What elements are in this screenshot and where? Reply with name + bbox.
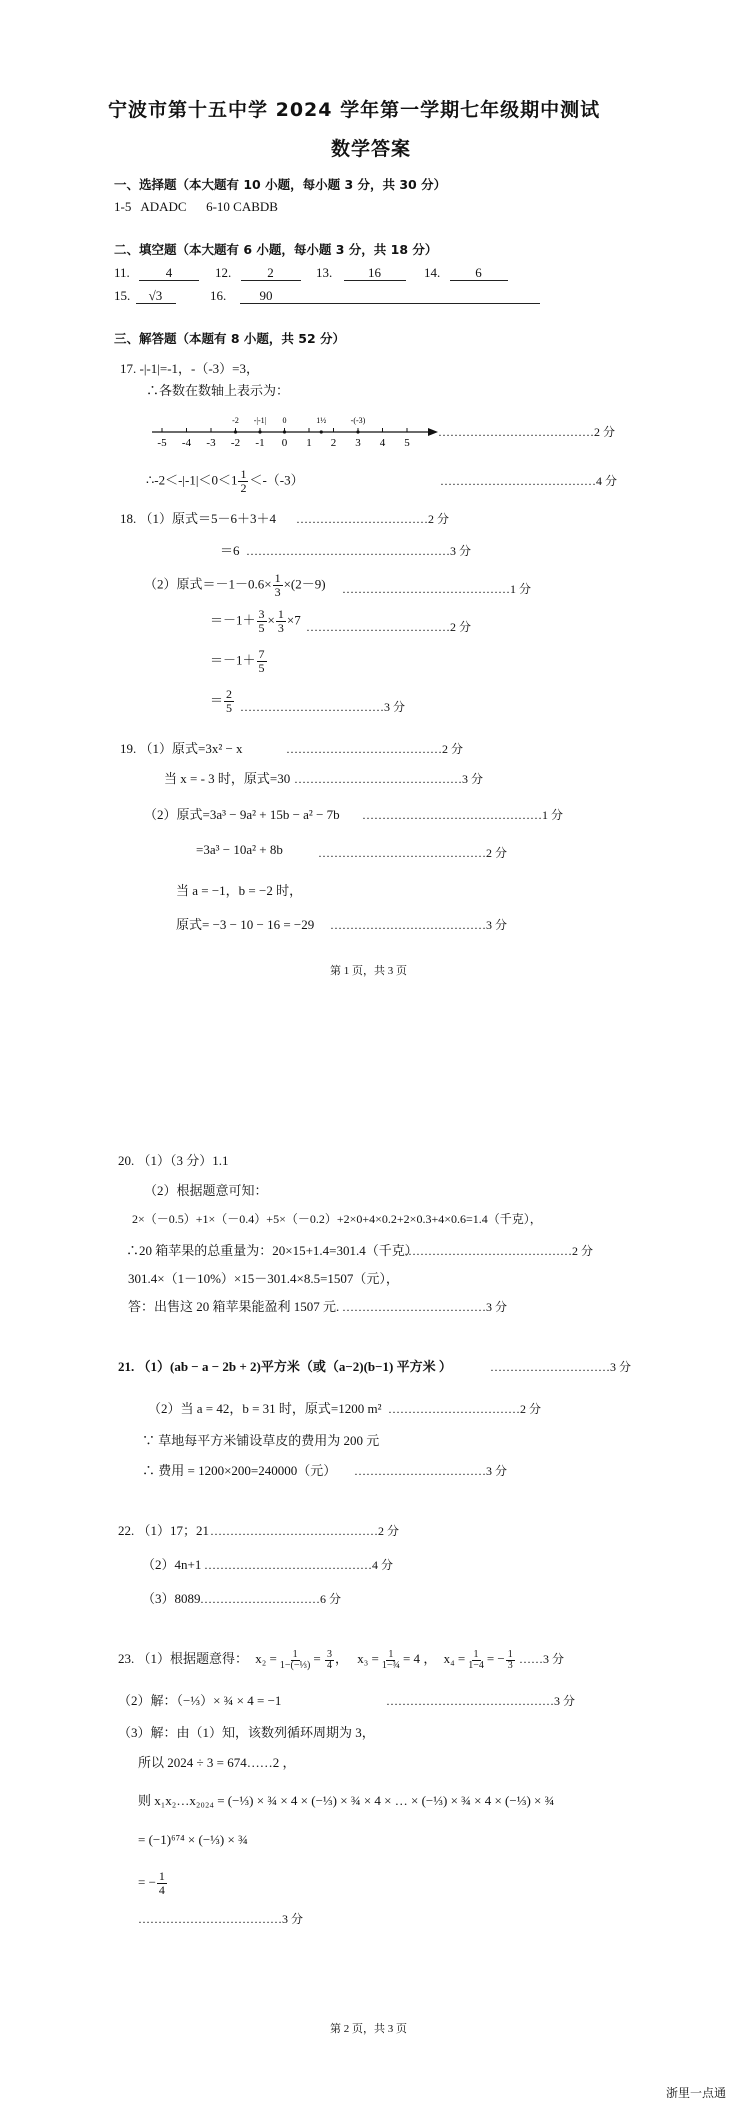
fill-q13 (316, 265, 406, 281)
number-line-point (320, 430, 323, 433)
q18-part1: 18. （1）原式＝5－6＋3＋4 (120, 511, 277, 526)
q21-line-1: 21. （1）(ab − a − 2b + 2)平方米（或（a−2)(b−1) 平方米 ） (118, 1359, 452, 1374)
q19-part2-score: ………………………………………1 分 (362, 808, 564, 822)
number-line-tick-label: -2 (230, 437, 241, 449)
q20-line-2: （2）根据题意可知： (144, 1183, 268, 1198)
frac-numerator: 3 (326, 1648, 332, 1660)
q11-answer: 4 (139, 266, 199, 281)
q12-number: 12. (215, 265, 232, 280)
frac-denominator: 4 (326, 1659, 332, 1671)
number-line-tick-label: 4 (379, 437, 386, 449)
q13-number: 13. (316, 265, 333, 280)
q17-line-1: 17. -|-1|=-1，-（-3）=3， (120, 361, 260, 376)
number-line-point-label: -(-3) (350, 416, 366, 425)
fraction (466, 1650, 486, 1671)
x4-label: x₄ = (443, 1651, 466, 1666)
frac-denominator: 3 (274, 585, 281, 599)
fraction (273, 572, 283, 599)
fraction (278, 1650, 312, 1671)
q19-part2-result: 原式= −3 − 10 − 16 = −29 (176, 917, 315, 932)
q22-line-3: （3）8089 (142, 1591, 201, 1606)
fill-row-1 (114, 265, 199, 281)
q22-line-3-score: …………………………6 分 (200, 1592, 342, 1606)
q22-line-1-score: ……………………………………2 分 (210, 1524, 400, 1538)
number-line-tick-label: 0 (281, 437, 288, 449)
q17-order (146, 468, 304, 495)
frac-numerator: 1 (388, 1648, 394, 1660)
q20-line-4: ∴20 箱苹果的总重量为：20×15+1.4=301.4（千克） (126, 1243, 418, 1258)
q16-number: 16. (210, 288, 227, 303)
q19-part1-when: 当 x = - 3 时，原式=30 (164, 771, 291, 786)
q19-part2-step2: =3a³ − 10a² + 8b (196, 842, 283, 857)
q17-line-2: ∴各数在数轴上表示为： (146, 383, 290, 398)
q18-step4-head: ＝ (210, 692, 224, 708)
q18-step4 (210, 688, 235, 715)
frac-denominator: 4 (158, 1883, 165, 1897)
q18-step2-score: ………………………………2 分 (306, 620, 472, 634)
q18-part2-tail: ×(2－9) (283, 576, 326, 592)
section-3-heading: 三、解答题（本题有 8 小题，共 52 分） (114, 331, 346, 346)
number-line-point-label: 0 (282, 416, 287, 425)
q18-part1-result: ＝6 (220, 543, 240, 558)
number-line-arrow (428, 428, 438, 436)
number-line-tick-label: 1 (306, 437, 312, 449)
frac-numerator: 2 (226, 687, 233, 701)
fill-q15 (114, 288, 176, 304)
q19-part2-when: 当 a = −1，b = −2 时， (176, 883, 303, 898)
q19-part1-when-score: ……………………………………3 分 (294, 772, 484, 786)
fraction (257, 608, 267, 635)
q21-line-3: ∵ 草地每平方米铺设草皮的费用为 200 元 (142, 1433, 380, 1448)
q17-order-text: ∴-2＜-|-1|＜0＜1 (146, 472, 238, 488)
fraction (157, 1870, 167, 1897)
q20-line-3: 2×（－0.5）+1×（－0.4）+5×（－0.2）+2×0+4×0.2+2×0.3+4×0.6=1.4（千克）， (132, 1212, 542, 1226)
frac-denominator: 1−¾ (381, 1659, 400, 1671)
q18-step2 (210, 608, 301, 635)
number-line (150, 404, 440, 452)
x3-label: x₃ = (357, 1651, 379, 1666)
fraction (325, 1650, 334, 1671)
q21-line-4: ∴ 费用 = 1200×200=240000（元） (142, 1463, 337, 1478)
number-line-point (234, 430, 237, 433)
q21-line-4-score: ……………………………3 分 (354, 1464, 508, 1478)
equals-sign: = (313, 1651, 324, 1666)
q16-answer: 90 (240, 289, 540, 304)
choice-answers: 1-5 ADADC 6-10 CABDB (114, 199, 278, 214)
q18-part2-text: （2）原式＝－1－0.6× (144, 576, 272, 592)
q18-step4-score: ………………………………3 分 (240, 700, 406, 714)
number-line-point-label: -2 (232, 416, 239, 425)
q18-step3-head: ＝－1＋ (210, 652, 256, 668)
q23-line-3: （3）解：由（1）知，该数列循环周期为 3， (118, 1725, 375, 1740)
q18-step2-head: ＝－1＋ (210, 612, 256, 628)
section-1-heading: 一、选择题（本大题有 10 小题，每小题 3 分，共 30 分） (114, 177, 447, 192)
fill-q12 (215, 265, 301, 281)
q23-line-4: 所以 2024 ÷ 3 = 674……2 ， (138, 1755, 296, 1770)
frac-numerator: 1 (292, 1648, 298, 1660)
x4-result: = − (486, 1651, 505, 1666)
frac-denominator: 1−4 (468, 1659, 484, 1671)
q19-part2-result-score: …………………………………3 分 (330, 918, 508, 932)
q21-line-1-score: …………………………3 分 (490, 1360, 632, 1374)
q19-part1-score: …………………………………2 分 (286, 742, 464, 756)
frac-denominator: 5 (226, 701, 233, 715)
number-line-point-label: 1½ (316, 416, 327, 425)
number-line-tick-label: 5 (404, 437, 410, 449)
fill-q16 (210, 288, 540, 304)
q12-answer: 2 (241, 266, 301, 281)
frac-numerator: 1 (240, 467, 247, 481)
q21-line-2: （2）当 a = 42，b = 31 时，原式=1200 m² (148, 1401, 382, 1416)
frac-numerator: 7 (258, 647, 265, 661)
q18-step2-tail: ×7 (286, 612, 301, 628)
page-title: 宁波市第十五中学 2024 学年第一学期七年级期中测试 (108, 99, 601, 121)
page-subtitle: 数学答案 (331, 138, 412, 160)
q18-step3 (210, 648, 268, 675)
frac-numerator: 1 (507, 1648, 513, 1660)
q14-number: 14. (424, 265, 441, 280)
frac-numerator: 1 (274, 571, 281, 585)
q23-line-5: 则 x₁x₂…x₂₀₂₄ = (−⅓) × ¾ × 4 × (−⅓) × ¾ × 4 × … × (−⅓) × ¾ × 4 × (−⅓) × ¾ (138, 1793, 555, 1808)
q19-part2-step2-score: ……………………………………2 分 (318, 846, 508, 860)
q17-order-tail: ＜-（-3） (249, 472, 304, 488)
q22-line-1: 22. （1）17；21 (118, 1523, 210, 1538)
number-line-tick-label: -1 (255, 437, 265, 449)
q23-line-6: = (−1)⁶⁷⁴ × (−⅓) × ¾ (138, 1832, 248, 1847)
q23-line-2-score: ……………………………………3 分 (386, 1694, 576, 1708)
x3-result: = 4 (402, 1651, 421, 1666)
q17-score-2: …………………………………4 分 (440, 474, 618, 488)
frac-denominator: 5 (258, 661, 265, 675)
q20-line-6: 答：出售这 20 箱苹果能盈利 1507 元. (128, 1299, 340, 1314)
section-2-heading: 二、填空题（本大题有 6 小题，每小题 3 分，共 18 分） (114, 242, 438, 257)
q18-part2 (144, 572, 326, 599)
page-footer-1: 第 1 页，共 3 页 (330, 965, 407, 977)
number-line-point (258, 430, 261, 433)
frac-numerator: 1 (277, 607, 284, 621)
q18-part1-score: ……………………………2 分 (296, 512, 450, 526)
q23-final-score: ………………………………3 分 (138, 1912, 304, 1926)
fraction (506, 1650, 515, 1671)
q14-answer: 6 (450, 266, 508, 281)
fraction (257, 648, 267, 675)
q13-answer: 16 (344, 266, 406, 281)
q23-line-7 (138, 1870, 168, 1897)
number-line-point-label: -|-1| (253, 416, 267, 425)
q22-line-2-score: ……………………………………4 分 (204, 1558, 394, 1572)
q23-line-1: 23. （1）根据题意得： x₂ = $\frac{1}{\text{1−(−⅓)}}$ = $\frac{3}{4}$ ， x₃ = $\frac{1}{\text{1−¾}}$ = 4 ， x₄ = $\frac{1}{1-4}$ = − $\frac{1}{3}$ ……3 分 (118, 1648, 565, 1671)
number-line-tick-label: -4 (181, 437, 192, 449)
q11-number: 11. (114, 265, 130, 280)
frac-numerator: 1 (158, 1869, 165, 1883)
q17-score-1: …………………………………2 分 (438, 425, 616, 439)
q23-line-1-score: ……3 分 (519, 1652, 565, 1666)
times-sign: × (267, 612, 275, 628)
number-line-tick-label: 3 (355, 437, 361, 449)
frac-denominator: 5 (258, 621, 265, 635)
frac-numerator: 1 (473, 1648, 479, 1660)
number-line-tick-label: -5 (157, 437, 167, 449)
q20-line-5: 301.4×（1－10%）×15－301.4×8.5=1507（元）， (128, 1271, 399, 1286)
fill-q14 (424, 265, 508, 281)
q21-line-2-score: ……………………………2 分 (388, 1402, 542, 1416)
q18-part2-score: ……………………………………1 分 (342, 582, 532, 596)
fraction (224, 688, 234, 715)
frac-denominator: 2 (240, 481, 247, 495)
q23-line-2: （2）解：（−⅓）× ¾ × 4 = −1 (118, 1693, 282, 1708)
number-line-tick-label: 2 (330, 437, 337, 449)
frac-numerator: 3 (258, 607, 265, 621)
corner-watermark: 浙里一点通 (666, 2086, 727, 2100)
q19-part2: （2）原式=3a³ − 9a² + 15b − a² − 7b (144, 807, 340, 822)
frac-denominator: 3 (277, 621, 284, 635)
q15-answer: √3 (136, 289, 176, 304)
frac-denominator: 3 (507, 1659, 513, 1671)
fraction (380, 1650, 402, 1671)
q20-line-6-score: ………………………………3 分 (342, 1300, 508, 1314)
q23-line-1-text: 23. （1）根据题意得： (118, 1651, 249, 1666)
q20-line-4-score: ……………………………………2 分 (404, 1244, 594, 1258)
q20-line-1: 20. （1）（3 分）1.1 (118, 1153, 229, 1168)
q22-line-2: （2）4n+1 (142, 1557, 202, 1572)
page-footer-2: 第 2 页，共 3 页 (330, 2023, 407, 2035)
x2-label: x₂ = (255, 1651, 277, 1666)
fraction-one-half (238, 468, 248, 495)
q18-part1-result-score: ……………………………………………3 分 (246, 544, 472, 558)
number-line-tick-label: -3 (206, 437, 216, 449)
frac-denominator: 1−(−⅓) (279, 1659, 311, 1671)
q15-number: 15. (114, 288, 131, 303)
q19-part1: 19. （1）原式=3x² − x (120, 741, 243, 756)
q23-line-7-head: = − (138, 1874, 156, 1890)
number-line-point (356, 430, 359, 433)
fraction (276, 608, 286, 635)
number-line-point (283, 430, 286, 433)
